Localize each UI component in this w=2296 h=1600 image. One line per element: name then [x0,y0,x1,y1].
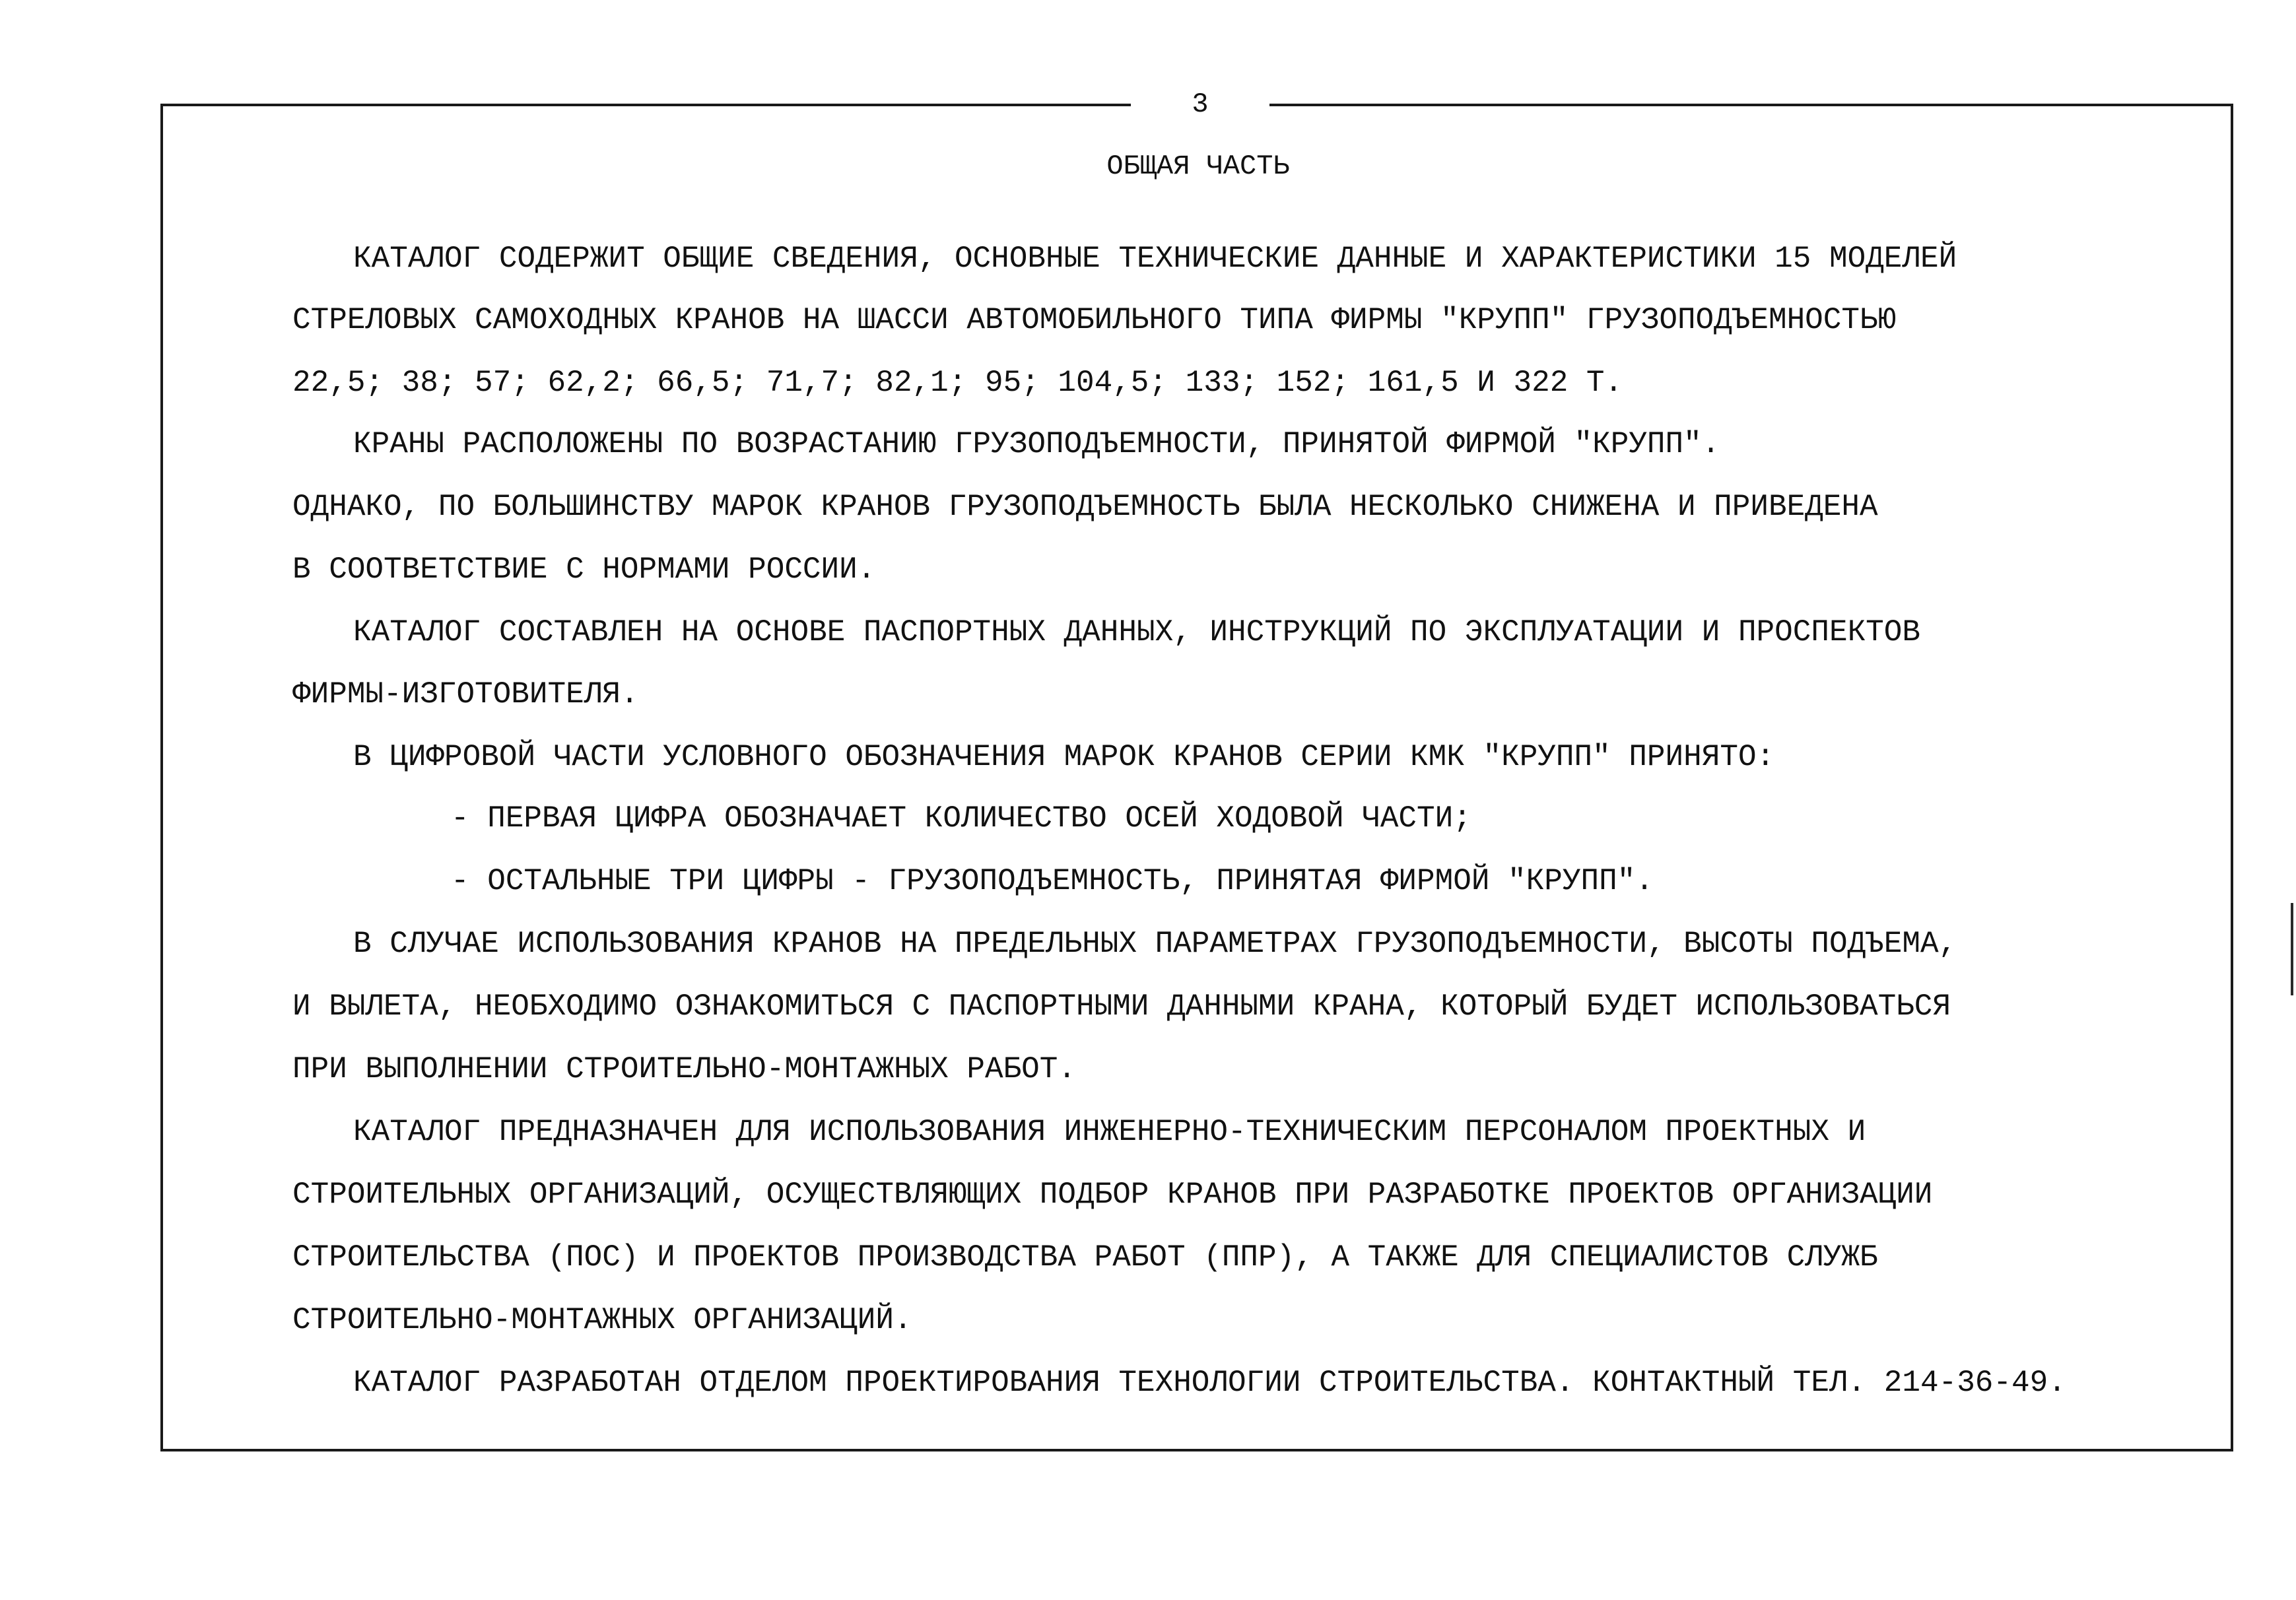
section-title: ОБЩАЯ ЧАСТЬ [1106,150,1290,182]
list-item: - ОСТАЛЬНЫЕ ТРИ ЦИФРЫ - ГРУЗОПОДЪЕМНОСТЬ, ПРИНЯТАЯ ФИРМОЙ "КРУПП". [451,864,1654,898]
text-line: В ЦИФРОВОЙ ЧАСТИ УСЛОВНОГО ОБОЗНАЧЕНИЯ МАРОК КРАНОВ СЕРИИ КМК "КРУПП" ПРИНЯТО: [353,740,1775,774]
text-line: КРАНЫ РАСПОЛОЖЕНЫ ПО ВОЗРАСТАНИЮ ГРУЗОПОДЪЕМНОСТИ, ПРИНЯТОЙ ФИРМОЙ "КРУПП". [353,427,1720,461]
text-line: СТРОИТЕЛЬНЫХ ОРГАНИЗАЦИЙ, ОСУЩЕСТВЛЯЮЩИХ ПОДБОР КРАНОВ ПРИ РАЗРАБОТКЕ ПРОЕКТОВ ОРГАНИЗАЦИИ [292,1178,1933,1212]
text-line: СТРЕЛОВЫХ САМОХОДНЫХ КРАНОВ НА ШАССИ АВТОМОБИЛЬНОГО ТИПА ФИРМЫ "КРУПП" ГРУЗОПОДЪЕМНОСТЬЮ [292,303,1897,337]
text-line: КАТАЛОГ РАЗРАБОТАН ОТДЕЛОМ ПРОЕКТИРОВАНИЯ ТЕХНОЛОГИИ СТРОИТЕЛЬСТВА. КОНТАКТНЫЙ ТЕЛ. 214-36-49. [353,1366,2066,1400]
text-line: ФИРМЫ-ИЗГОТОВИТЕЛЯ. [292,677,639,712]
list-item: - ПЕРВАЯ ЦИФРА ОБОЗНАЧАЕТ КОЛИЧЕСТВО ОСЕЙ ХОДОВОЙ ЧАСТИ; [451,801,1471,836]
page-number: 3 [1131,84,1269,124]
text-line: ПРИ ВЫПОЛНЕНИИ СТРОИТЕЛЬНО-МОНТАЖНЫХ РАБОТ. [292,1052,1076,1086]
text-line: СТРОИТЕЛЬНО-МОНТАЖНЫХ ОРГАНИЗАЦИЙ. [292,1303,912,1337]
text-line: СТРОИТЕЛЬСТВА (ПОС) И ПРОЕКТОВ ПРОИЗВОДСТВА РАБОТ (ППР), А ТАКЖЕ ДЛЯ СПЕЦИАЛИСТОВ СЛУЖБ [292,1240,1878,1275]
text-line: КАТАЛОГ ПРЕДНАЗНАЧЕН ДЛЯ ИСПОЛЬЗОВАНИЯ ИНЖЕНЕРНО-ТЕХНИЧЕСКИМ ПЕРСОНАЛОМ ПРОЕКТНЫХ И [353,1115,1866,1149]
text-line: В СЛУЧАЕ ИСПОЛЬЗОВАНИЯ КРАНОВ НА ПРЕДЕЛЬНЫХ ПАРАМЕТРАХ ГРУЗОПОДЪЕМНОСТИ, ВЫСОТЫ ПОДЪЕМА, [353,927,1957,961]
text-line: 22,5; 38; 57; 62,2; 66,5; 71,7; 82,1; 95; 104,5; 133; 152; 161,5 И 322 Т. [292,366,1623,400]
text-line: И ВЫЛЕТА, НЕОБХОДИМО ОЗНАКОМИТЬСЯ С ПАСПОРТНЫМИ ДАННЫМИ КРАНА, КОТОРЫЙ БУДЕТ ИСПОЛЬЗОВАТЬСЯ [292,989,1951,1024]
text-line: В СООТВЕТСТВИЕ С НОРМАМИ РОССИИ. [292,552,876,587]
text-line: КАТАЛОГ СОСТАВЛЕН НА ОСНОВЕ ПАСПОРТНЫХ ДАННЫХ, ИНСТРУКЦИЙ ПО ЭКСПЛУАТАЦИИ И ПРОСПЕКТОВ [353,615,1920,650]
margin-mark [2291,903,2293,995]
text-line: КАТАЛОГ СОДЕРЖИТ ОБЩИЕ СВЕДЕНИЯ, ОСНОВНЫЕ ТЕХНИЧЕСКИЕ ДАННЫЕ И ХАРАКТЕРИСТИКИ 15 МОДЕЛЕЙ [353,242,1957,276]
text-line: ОДНАКО, ПО БОЛЬШИНСТВУ МАРОК КРАНОВ ГРУЗОПОДЪЕМНОСТЬ БЫЛА НЕСКОЛЬКО СНИЖЕНА И ПРИВЕДЕНА [292,490,1878,524]
